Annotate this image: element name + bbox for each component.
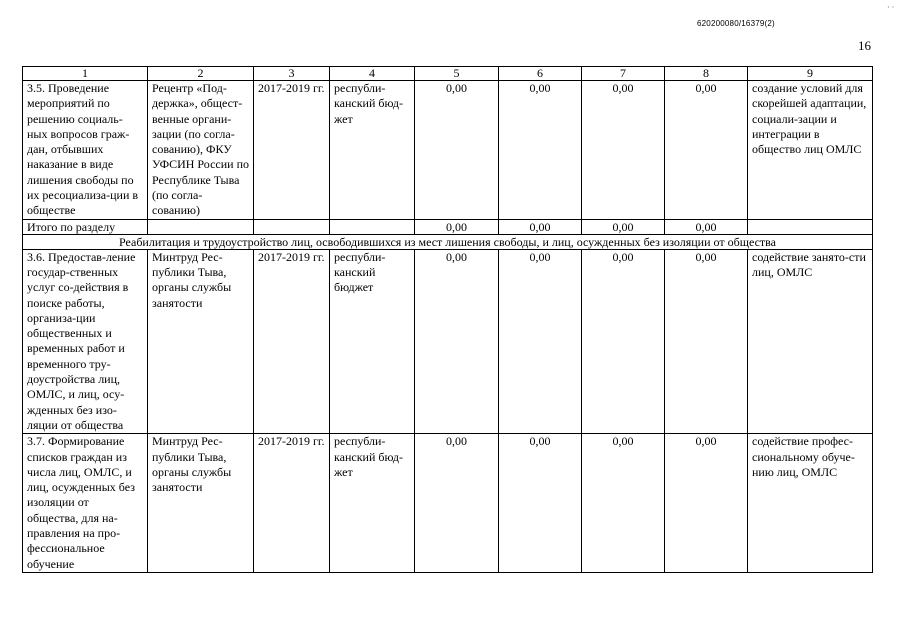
header-cell: 3 xyxy=(254,67,330,81)
period-cell: 2017-2019 гг. xyxy=(254,434,330,573)
header-cell: 9 xyxy=(748,67,873,81)
source-cell: республи-канский бюд-жет xyxy=(330,434,415,573)
section-heading-row xyxy=(23,234,873,249)
executor-cell: Минтруд Рес-публики Тыва, органы службы занятости xyxy=(148,249,254,434)
header-row xyxy=(23,67,873,81)
header-cell: 4 xyxy=(330,67,415,81)
period-cell: 2017-2019 гг. xyxy=(254,249,330,434)
header-cell: 7 xyxy=(582,67,665,81)
source-cell: республи-канский бюд-жет xyxy=(330,81,415,220)
empty-cell xyxy=(148,219,254,234)
header-cell: 5 xyxy=(415,67,499,81)
value-cell: 0,00 xyxy=(665,434,748,573)
total-label: Итого по разделу xyxy=(23,219,148,234)
value-cell: 0,00 xyxy=(499,434,582,573)
value-cell: 0,00 xyxy=(665,249,748,434)
value-cell: 0,00 xyxy=(415,81,499,220)
value-cell: 0,00 xyxy=(499,81,582,220)
value-cell: 0,00 xyxy=(582,81,665,220)
header-cell: 2 xyxy=(148,67,254,81)
header-cell: 8 xyxy=(665,67,748,81)
source-cell: республи-канский бюджет xyxy=(330,249,415,434)
total-value: 0,00 xyxy=(665,219,748,234)
value-cell: 0,00 xyxy=(415,249,499,434)
executor-cell: Рецентр «Под-держка», общест-венные органи-зации (по согла-сованию), ФКУ УФСИН России по Республике Тыва (по согла-сованию) xyxy=(148,81,254,220)
result-cell: содействие занято-сти лиц, ОМЛС xyxy=(748,249,873,434)
total-value: 0,00 xyxy=(582,219,665,234)
empty-cell xyxy=(748,219,873,234)
table-row xyxy=(23,434,873,573)
value-cell: 0,00 xyxy=(582,249,665,434)
executor-cell: Минтруд Рес-публики Тыва, органы службы занятости xyxy=(148,434,254,573)
program-table xyxy=(22,66,873,573)
table-row xyxy=(23,249,873,434)
value-cell: 0,00 xyxy=(415,434,499,573)
value-cell: 0,00 xyxy=(499,249,582,434)
document-id: 620200080/16379(2) xyxy=(697,19,775,28)
result-cell: содействие профес-сиональному обуче-нию лиц, ОМЛС xyxy=(748,434,873,573)
section-heading: Реабилитация и трудоустройство лиц, освободившихся из мест лишения свободы, и лиц, осужденных без изоляции от общества xyxy=(23,234,873,249)
total-value: 0,00 xyxy=(415,219,499,234)
measure-cell: 3.7. Формирование списков граждан из числа лиц, ОМЛС, и лиц, осужденных без изоляции от общества, для на-правления на про-фессиональное обучение xyxy=(23,434,148,573)
total-value: 0,00 xyxy=(499,219,582,234)
header-cell: 6 xyxy=(499,67,582,81)
page-number: 16 xyxy=(858,38,871,53)
empty-cell xyxy=(330,219,415,234)
period-cell: 2017-2019 гг. xyxy=(254,81,330,220)
measure-cell: 3.6. Предостав-ление государ-ственных услуг со-действия в поиске работы, организа-ции общественных и временных работ и временного тру-доустройства лиц, ОМЛС, и лиц, осу-жденных без изо-ляции от общества xyxy=(23,249,148,434)
measure-cell: 3.5. Проведение мероприятий по решению социаль-ных вопросов граж-дан, отбывших наказание в виде лишения свободы по их ресоциализа-ции в обществе xyxy=(23,81,148,220)
value-cell: 0,00 xyxy=(582,434,665,573)
header-cell: 1 xyxy=(23,67,148,81)
table-row xyxy=(23,81,873,220)
corner-mark: · · xyxy=(887,3,895,12)
result-cell: создание условий для скорейшей адаптации, социали-зации и интеграции в общество лиц ОМЛС xyxy=(748,81,873,220)
value-cell: 0,00 xyxy=(665,81,748,220)
empty-cell xyxy=(254,219,330,234)
total-row xyxy=(23,219,873,234)
